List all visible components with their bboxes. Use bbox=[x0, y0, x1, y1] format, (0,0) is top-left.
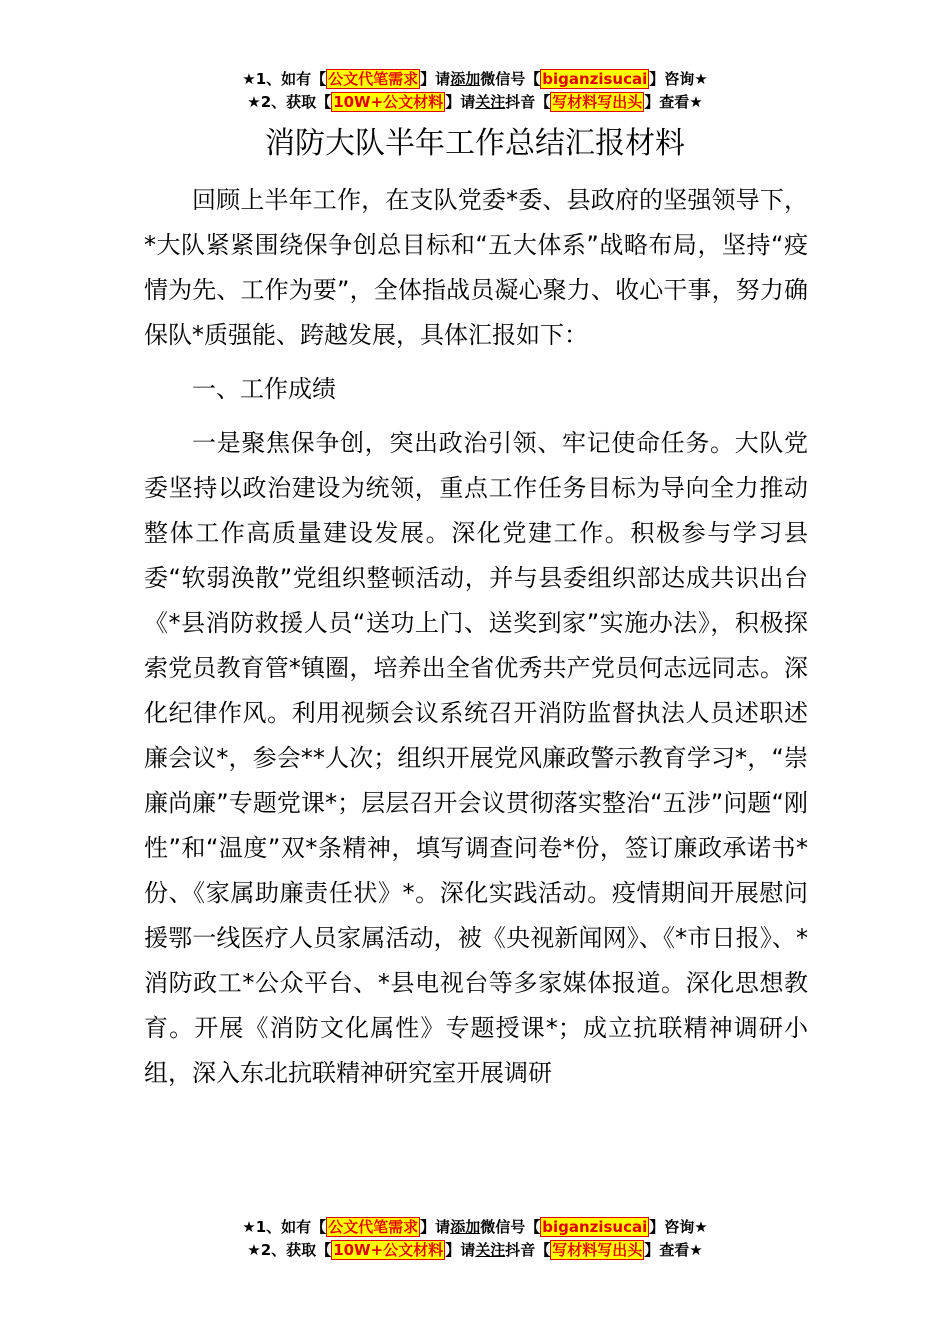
banner-text: 微信号【 bbox=[480, 70, 541, 88]
paragraph-achievements: 一是聚焦保争创，突出政治引领、牢记使命任务。大队党委坚持以政治建设为统领，重点工作任务目标为导向全力推动整体工作高质量建设发展。深化党建工作。积极参与学习县委“软弱涣散”党组织整顿活动，并与县委组织部达成共识出台《*县消防救援人员“送功上门、送奖到家”实施办法》，积极探索党员教育管*镇圈，培养出全省优秀共产党员何志远同志。深化纪律作风。利用视频会议系统召开消防监督执法人员述职述廉会议*，参会**人次；组织开展党风廉政警示教育学习*，“崇廉尚廉”专题党课*；层层召开会议贯彻落实整治“五涉”问题“刚性”和“温度”双*条精神，填写调查问卷*份，签订廉政承诺书*份、《家属助廉责任状》*。深化实践活动。疫情期间开展慰问援鄂一线医疗人员家属活动，被《央视新闻网》、《*市日报》、*消防政工*公众平台、*县电视台等多家媒体报道。深化思想教育。开展《消防文化属性》专题授课*；成立抗联精神调研小组，深入东北抗联精神研究室开展调研 bbox=[144, 429, 808, 1087]
banner-text: 抖音【 bbox=[505, 1241, 551, 1259]
banner-text: 】咨询★ bbox=[649, 70, 708, 88]
banner-text: 抖音【 bbox=[505, 93, 551, 111]
banner-line-2 bbox=[0, 1239, 950, 1262]
footer-banner bbox=[0, 1216, 950, 1262]
banner-text: 】咨询★ bbox=[649, 1218, 708, 1236]
banner-highlight: 10W+公文材料 bbox=[333, 1241, 444, 1259]
banner-wechat-id: biganzisucai bbox=[542, 70, 648, 88]
section-heading: 一、工作成绩 bbox=[192, 375, 336, 403]
banner-text: ★1、如有【 bbox=[242, 70, 327, 88]
banner-line-1 bbox=[0, 68, 950, 91]
document-body bbox=[144, 178, 808, 1105]
banner-douyin-id: 写材料写出头 bbox=[552, 93, 643, 111]
banner-highlight: 公文代笔需求 bbox=[328, 1218, 419, 1236]
banner-douyin-id: 写材料写出头 bbox=[552, 1241, 643, 1259]
banner-underline: 关注 bbox=[475, 93, 506, 111]
banner-line-2 bbox=[0, 91, 950, 114]
banner-underline: 添加 bbox=[450, 70, 481, 88]
banner-text: ★1、如有【 bbox=[242, 1218, 327, 1236]
banner-wechat-id: biganzisucai bbox=[542, 1218, 648, 1236]
document-title: 消防大队半年工作总结汇报材料 bbox=[265, 126, 685, 161]
banner-highlight: 10W+公文材料 bbox=[333, 93, 444, 111]
banner-text: 】请 bbox=[420, 70, 451, 88]
banner-text: 微信号【 bbox=[480, 1218, 541, 1236]
header-banner bbox=[0, 68, 950, 114]
banner-underline: 关注 bbox=[475, 1241, 506, 1259]
banner-text: 】查看★ bbox=[644, 1241, 703, 1259]
banner-text: 】查看★ bbox=[644, 93, 703, 111]
banner-line-1 bbox=[0, 1216, 950, 1239]
banner-text: ★2、获取【 bbox=[247, 93, 332, 111]
banner-highlight: 公文代笔需求 bbox=[328, 70, 419, 88]
banner-text: 】请 bbox=[445, 1241, 476, 1259]
banner-text: ★2、获取【 bbox=[247, 1241, 332, 1259]
paragraph-intro: 回顾上半年工作，在支队党委*委、县政府的坚强领导下，*大队紧紧围绕保争创总目标和“五大体系”战略布局，坚持“疫情为先、工作为要”，全体指战员凝心聚力、收心干事，努力确保队*质强能、跨越发展，具体汇报如下： bbox=[144, 186, 808, 349]
banner-text: 】请 bbox=[445, 93, 476, 111]
banner-underline: 添加 bbox=[450, 1218, 481, 1236]
banner-text: 】请 bbox=[420, 1218, 451, 1236]
